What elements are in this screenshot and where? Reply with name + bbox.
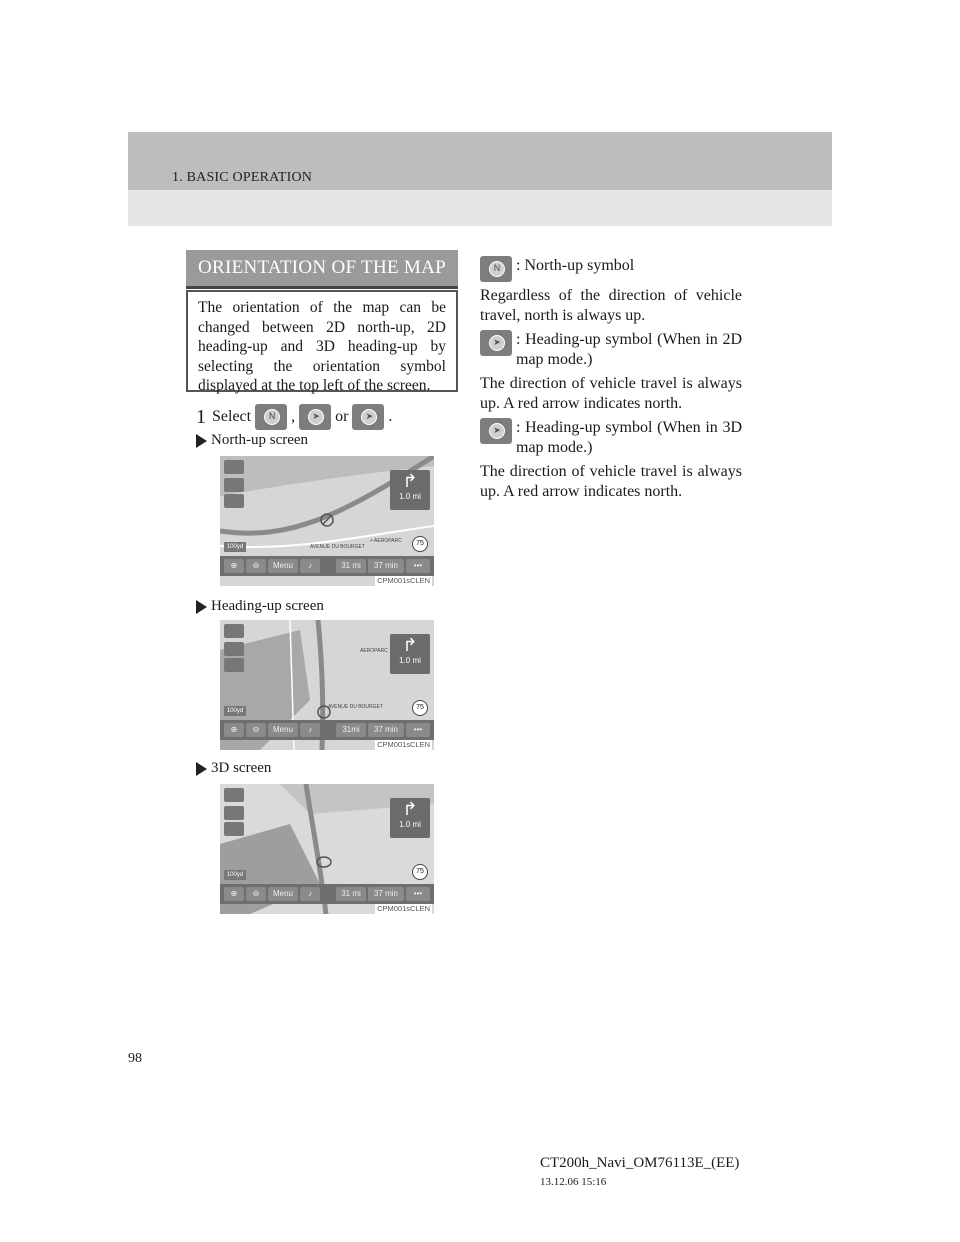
parking-button[interactable] (224, 658, 244, 672)
map-mode-button[interactable] (224, 806, 244, 820)
menu-button[interactable]: Menu (268, 723, 298, 737)
screenshot-north-up (220, 456, 434, 586)
zoom-in-button[interactable]: ⊕ (224, 887, 244, 901)
title-rule (186, 286, 458, 289)
figure-code: CPM001sCLEN (377, 576, 430, 585)
bullet-triangle-icon (196, 762, 207, 776)
step-prefix: Select (212, 408, 252, 425)
symbol-description: Regardless of the direction of vehicle travel, north is always up. (480, 287, 742, 324)
step-suffix: . (388, 408, 393, 425)
zoom-out-button[interactable]: ⊖ (246, 559, 266, 573)
place-label: AEROPARC (360, 648, 388, 654)
page-number: 98 (128, 1051, 142, 1066)
scale-indicator[interactable]: 100yd (224, 542, 246, 552)
caption-heading-up (196, 598, 324, 615)
parking-button[interactable] (224, 822, 244, 836)
heading-up-3d-icon: ➤ (480, 418, 512, 444)
caption-3d (196, 760, 271, 777)
symbol-description: The direction of vehicle travel is always up. A red arrow indicates north. (480, 463, 742, 500)
zoom-out-button[interactable]: ⊖ (246, 887, 266, 901)
symbol-label: : North-up symbol (516, 257, 635, 274)
symbol-label: : Heading-up symbol (When in 2D map mode.) (516, 331, 742, 368)
symbol-north-up (480, 256, 742, 326)
more-button[interactable]: ••• (406, 559, 430, 573)
intro-box: The orientation of the map can be changed between 2D north-up, 2D heading-up and 3D heading-up by selecting the orientation symbol displayed at the top left of the screen. (186, 290, 458, 392)
caption-text: Heading-up screen (211, 598, 324, 614)
caption-text: 3D screen (211, 760, 272, 776)
heading-up-3d-icon[interactable] (224, 788, 244, 802)
more-button[interactable]: ••• (406, 887, 430, 901)
section-title: ORIENTATION OF THE MAP (186, 250, 458, 286)
bullet-triangle-icon (196, 434, 207, 448)
distance-left: 31mi (336, 723, 366, 737)
route-shield: 75 (412, 700, 428, 716)
symbol-description: The direction of vehicle travel is always up. A red arrow indicates north. (480, 375, 742, 412)
time-left: 37 min (368, 887, 404, 901)
zoom-in-button[interactable]: ⊕ (224, 559, 244, 573)
zoom-out-button[interactable]: ⊖ (246, 723, 266, 737)
bottom-bar (220, 556, 434, 576)
zoom-in-button[interactable]: ⊕ (224, 723, 244, 737)
place-label: + AEROPARC (370, 538, 402, 544)
symbol-heading-up-2d (480, 330, 742, 414)
screenshot-3d (220, 784, 434, 914)
next-turn-panel (390, 470, 430, 510)
symbol-heading-up-3d (480, 418, 742, 502)
heading-up-2d-icon[interactable] (224, 624, 244, 638)
heading-up-2d-icon: ➤ (480, 330, 512, 356)
next-distance: 1.0 mi (399, 492, 421, 501)
road-label: AVENUE DU BOURGET (310, 544, 365, 550)
bottom-bar (220, 720, 434, 740)
menu-button[interactable]: Menu (268, 887, 298, 901)
figure-code: CPM001sCLEN (377, 904, 430, 913)
bullet-triangle-icon (196, 600, 207, 614)
time-left: 37 min (368, 723, 404, 737)
map-mode-button[interactable] (224, 642, 244, 656)
turn-arrow-icon: ↱ (402, 635, 418, 655)
north-up-icon: N (480, 256, 512, 282)
figure-code: CPM001sCLEN (377, 740, 430, 749)
north-up-icon: N (255, 404, 287, 430)
voice-button[interactable]: ♪ (300, 887, 320, 901)
scale-indicator[interactable]: 100yd (224, 706, 246, 716)
parking-button[interactable] (224, 494, 244, 508)
scale-indicator[interactable]: 100yd (224, 870, 246, 880)
road-label: AVENUE DU BOURGET (328, 704, 383, 710)
heading-up-3d-icon: ➤ (352, 404, 384, 430)
section-header: 1. BASIC OPERATION (172, 170, 313, 185)
header-subband (128, 190, 832, 226)
symbol-label: : Heading-up symbol (When in 3D map mode.) (516, 419, 742, 456)
north-up-icon[interactable] (224, 460, 244, 474)
caption-north-up (196, 432, 308, 449)
time-left: 37 min (368, 559, 404, 573)
caption-text: North-up screen (211, 432, 309, 448)
map-mode-button[interactable] (224, 478, 244, 492)
step-number: 1 (196, 406, 206, 428)
more-button[interactable]: ••• (406, 723, 430, 737)
print-stamp: 13.12.06 15:16 (540, 1176, 607, 1188)
next-turn-panel (390, 634, 430, 674)
distance-left: 31 mi (336, 559, 366, 573)
screenshot-heading-up (220, 620, 434, 750)
voice-button[interactable]: ♪ (300, 723, 320, 737)
document-id: CT200h_Navi_OM76113E_(EE) (540, 1155, 740, 1171)
voice-button[interactable]: ♪ (300, 559, 320, 573)
route-shield: 75 (412, 536, 428, 552)
next-distance: 1.0 mi (399, 656, 421, 665)
menu-button[interactable]: Menu (268, 559, 298, 573)
step-sep2: or (335, 408, 349, 425)
next-distance: 1.0 mi (399, 820, 421, 829)
route-shield: 75 (412, 864, 428, 880)
heading-up-2d-icon: ➤ (299, 404, 331, 430)
next-turn-panel (390, 798, 430, 838)
bottom-bar (220, 884, 434, 904)
step-sep1: , (291, 408, 296, 425)
turn-arrow-icon: ↱ (402, 471, 418, 491)
step-1 (196, 400, 392, 434)
distance-left: 31 mi (336, 887, 366, 901)
turn-arrow-icon: ↱ (402, 799, 418, 819)
